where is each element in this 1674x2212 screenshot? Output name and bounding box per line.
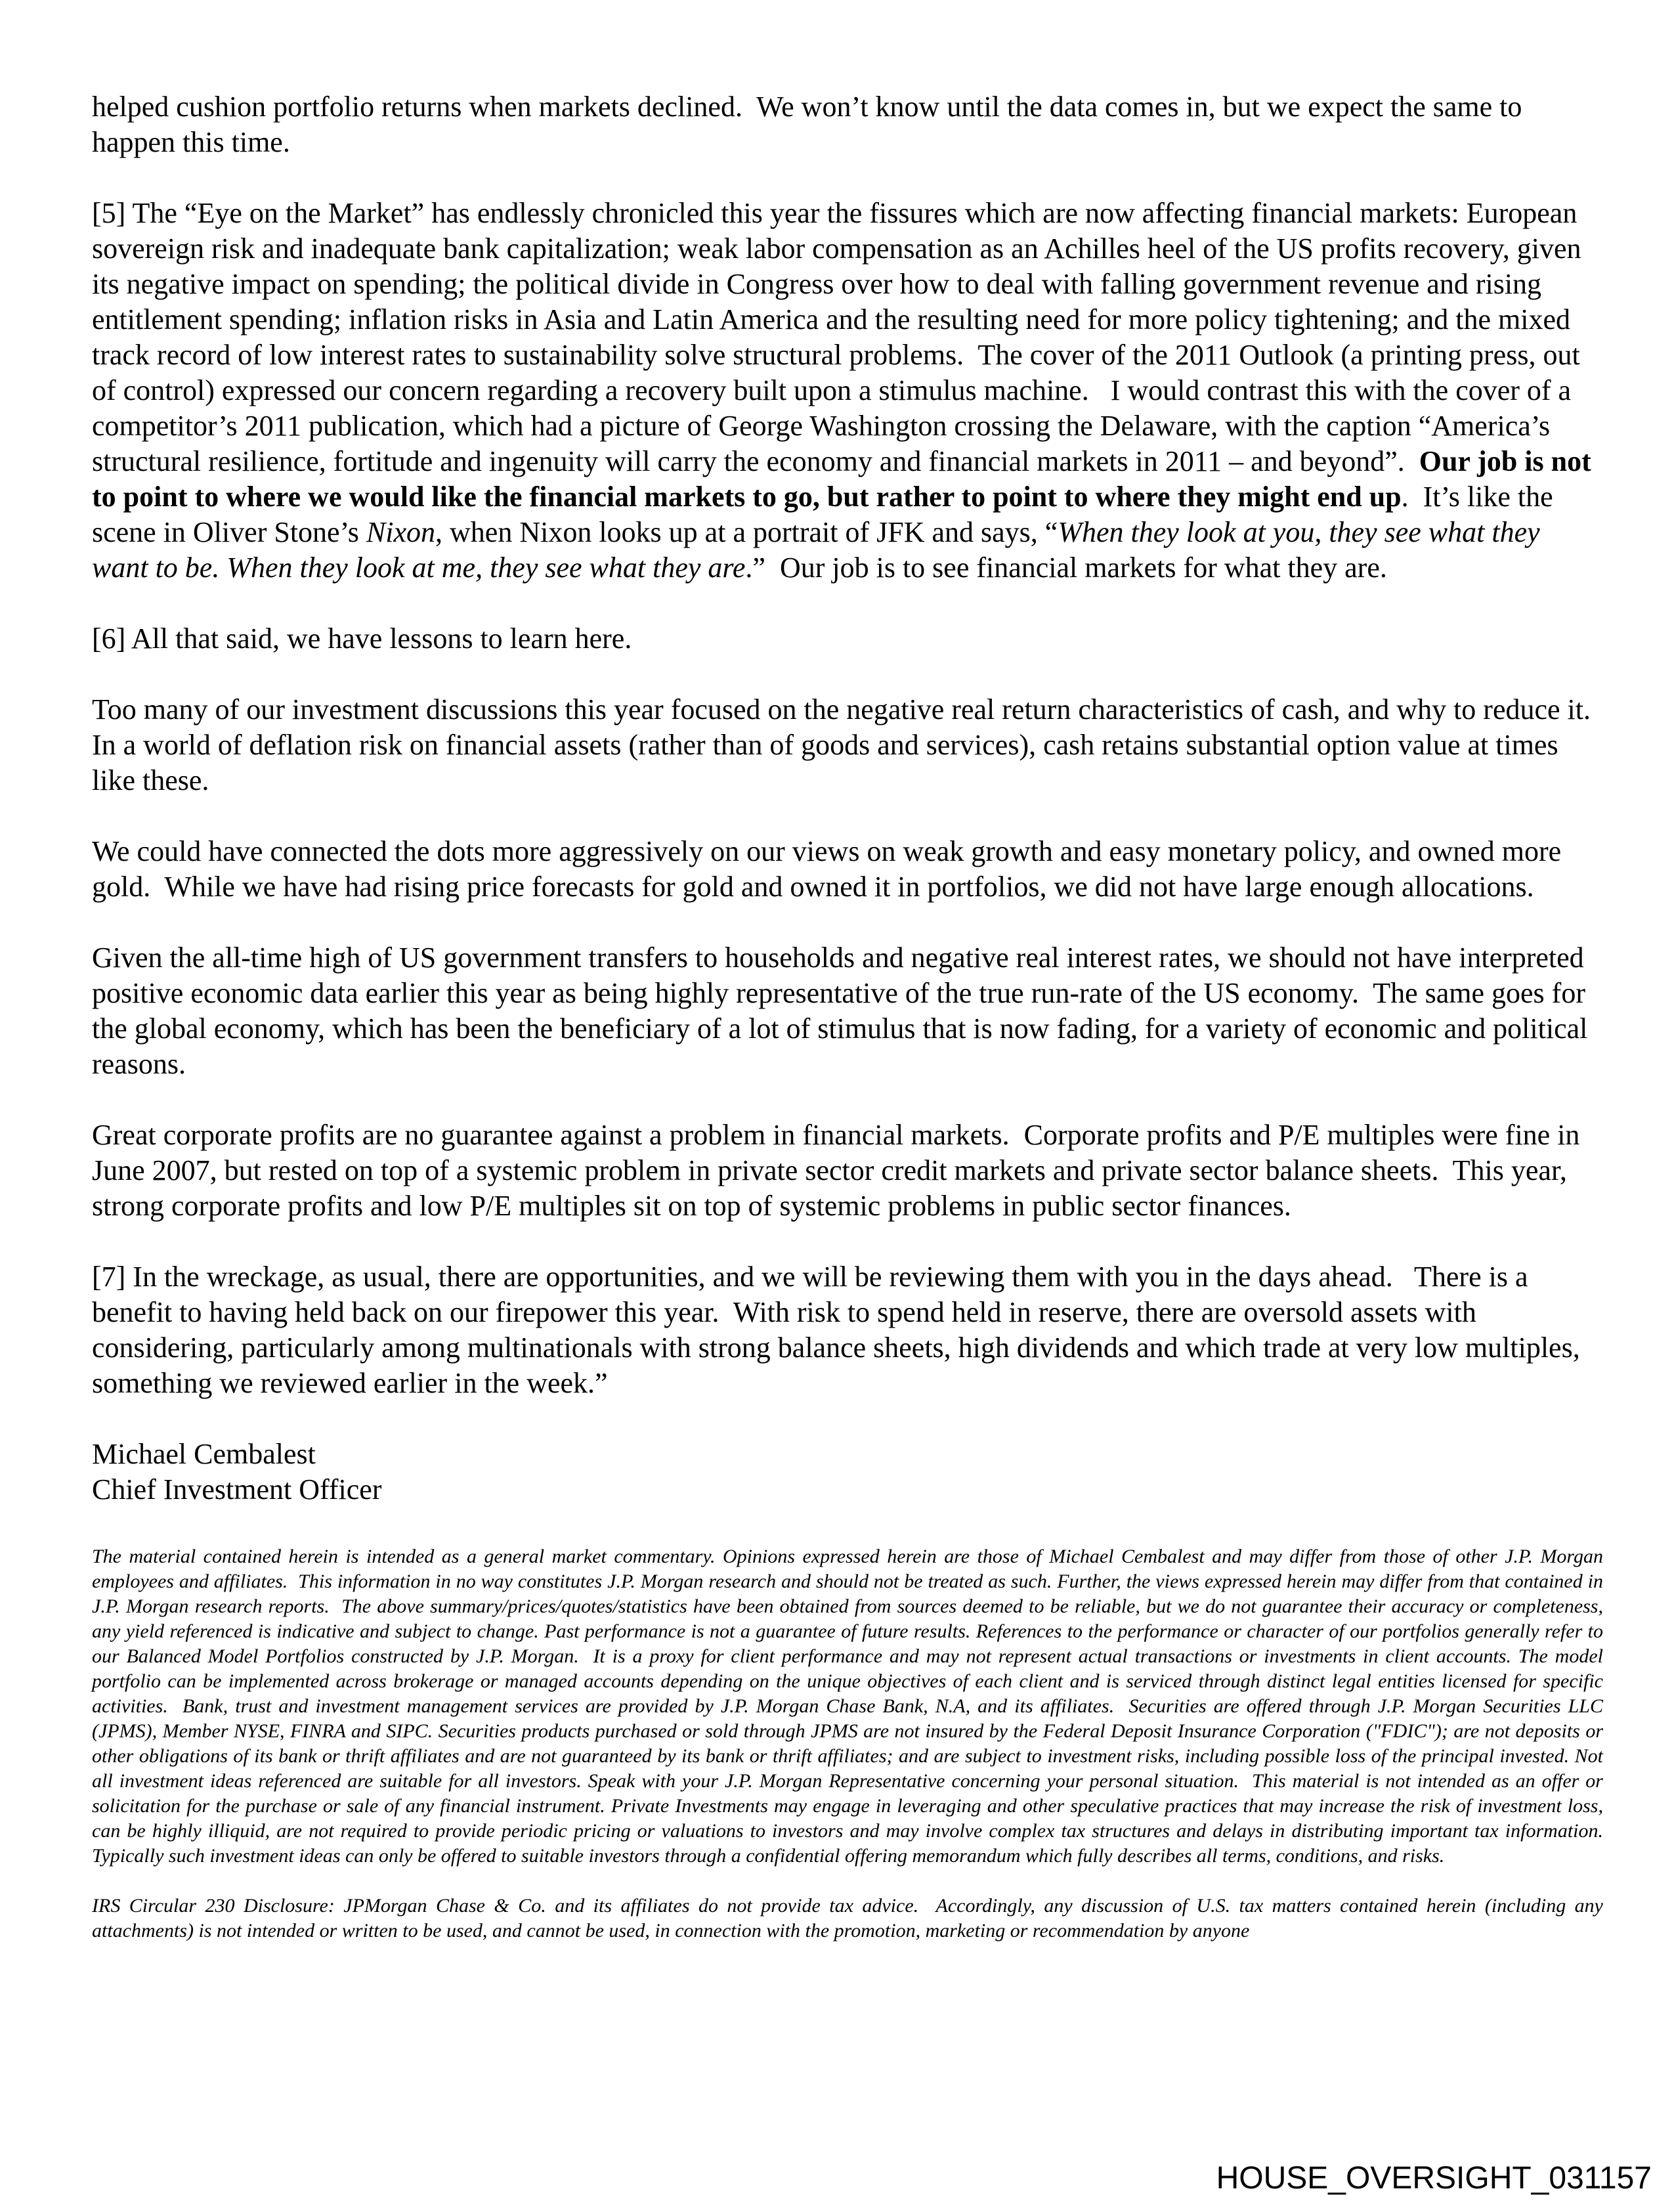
paragraph-6: [6] All that said, we have lessons to learn here. xyxy=(92,622,632,655)
paragraph-lessons-gold: We could have connected the dots more aggressively on our views on weak growth and easy monetary policy, and owned more gold. While we have had rising price forecasts for gold and owned it in portfolios, we did not have large enough allocations. xyxy=(92,835,1569,903)
bates-number: HOUSE_OVERSIGHT_031157 xyxy=(1216,2161,1652,2196)
irs-circular-230-disclosure: IRS Circular 230 Disclosure: JPMorgan Chase & Co. and its affiliates do not provide tax advice. Accordingly, any discussion of U.S. tax matters contained herein (including any attachments) is not intended or written to be used, and cannot be used, in connection with the promotion, marketing or recommendation by anyone xyxy=(92,1895,1608,1941)
paragraph-7: [7] In the wreckage, as usual, there are opportunities, and we will be reviewing them with you in the days ahead. There is a benefit to having held back on our firepower this year. With risk to spend held in reserve, there are oversold assets with considering, particularly among multinationals with strong balance sheets, high dividends and which trade at very low multiples, something we reviewed earlier in the week.” xyxy=(92,1261,1587,1399)
signature-name: Michael Cembalest xyxy=(92,1438,316,1470)
paragraph-5: [5] The “Eye on the Market” has endlessly chronicled this year the fissures which are now affecting financial markets: European sovereign risk and inadequate bank capitalization; weak labor compensation as an Achilles heel of the US profits recovery, given its negative impact on spending; the political divide in Congress over how to deal with falling government revenue and rising entitlement spending; inflation risks in Asia and Latin America and the resulting need for more policy tightening; and the mixed track record of low interest rates to sustainability solve structural problems. The cover of the 2011 Outlook (a printing press, out of control) expressed our concern regarding a recovery built upon a stimulus machine. I would contrast this with the cover of a competitor’s 2011 publication, which had a picture of George Washington crossing the Delaware, with the caption “America’s structural resilience, fortitude and ingenuity will carry the economy and financial markets in 2011 – and beyond”. Our job is not to point to where we would like the financial markets to go, but rather to point to where they might end up. It’s like the scene in Oliver Stone’s Nixon, when Nixon looks up at a portrait of JFK and says, “When they look at you, they see what they want to be. When they look at me, they see what they are.” Our job is to see financial markets for what they are. xyxy=(92,197,1599,584)
paragraph-lessons-cash: Too many of our investment discussions this year focused on the negative real return characteristics of cash, and why to reduce it. In a world of deflation risk on financial assets (rather than of goods and services), cash retains substantial option value at times like these. xyxy=(92,693,1612,796)
paragraph-lessons-transfers: Given the all-time high of US government transfers to households and negative real interest rates, we should not have interpreted positive economic data earlier this year as being highly representative of the true run-rate of the US economy. The same goes for the global economy, which has been the beneficiary of a lot of stimulus that is now fading, for a variety of economic and political reasons. xyxy=(92,942,1595,1080)
signature-title: Chief Investment Officer xyxy=(92,1473,382,1506)
paragraph-lessons-profits: Great corporate profits are no guarantee against a problem in financial markets. Corporate profits and P/E multiples were fine in June 2007, but rested on top of a systemic problem in private sector credit markets and private sector balance sheets. This year, strong corporate profits and low P/E multiples sit on top of systemic problems in public sector finances. xyxy=(92,1119,1587,1222)
signature-block xyxy=(92,1437,1603,1507)
paragraph-continuation: helped cushion portfolio returns when markets declined. We won’t know until the data comes in, but we expect the same to happen this time. xyxy=(92,91,1530,158)
disclaimer-text: The material contained herein is intended as a general market commentary. Opinions expressed herein are those of Michael Cembalest and may differ from those of other J.P. Morgan employees and affiliates. This information in no way constitutes J.P. Morgan research and should not be treated as such. Further, the views expressed herein may differ from that contained in J.P. Morgan research reports. The above summary/prices/quotes/statistics have been obtained from sources deemed to be reliable, but we do not guarantee their accuracy or completeness, any yield referenced is indicative and subject to change. Past performance is not a guarantee of future results. References to the performance or character of our portfolios generally refer to our Balanced Model Portfolios constructed by J.P. Morgan. It is a proxy for client performance and may not represent actual transactions or investments in client accounts. The model portfolio can be implemented across brokerage or managed accounts depending on the unique objectives of each client and is serviced through distinct legal entities licensed for specific activities. Bank, trust and investment management services are provided by J.P. Morgan Chase Bank, N.A, and its affiliates. Securities are offered through J.P. Morgan Securities LLC (JPMS), Member NYSE, FINRA and SIPC. Securities products purchased or sold through JPMS are not insured by the Federal Deposit Insurance Corporation ("FDIC"); are not deposits or other obligations of its bank or thrift affiliates and are not guaranteed by its bank or thrift affiliates; and are subject to investment risks, including possible loss of the principal invested. Not all investment ideas referenced are suitable for all investors. Speak with your J.P. Morgan Representative concerning your personal situation. This material is not intended as an offer or solicitation for the purchase or sale of any financial instrument. Private Investments may engage in leveraging and other speculative practices that may increase the risk of investment loss, can be highly illiquid, are not required to provide periodic pricing or valuations to investors and may involve complex tax structures and delays in distributing important tax information. Typically such investment ideas can only be offered to suitable investors through a confidential offering memorandum which fully describes all terms, conditions, and risks. xyxy=(92,1546,1608,1867)
letter-body xyxy=(92,89,1612,1401)
